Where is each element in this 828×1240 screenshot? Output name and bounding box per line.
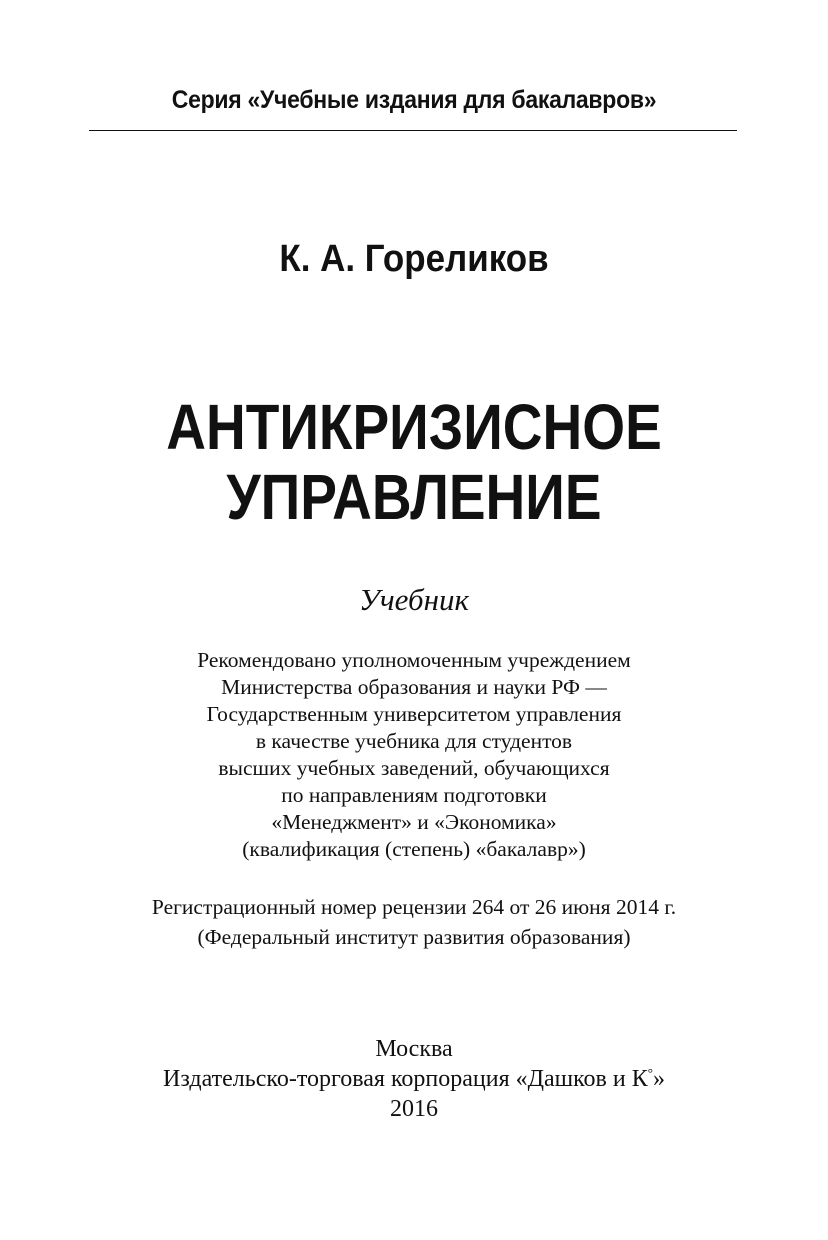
series-title: Серия «Учебные издания для бакалавров» (171, 86, 657, 114)
publisher-closing-quote: » (652, 1066, 665, 1092)
registration-line: Регистрационный номер рецензии 264 от 26 июня 2014 г. (151, 895, 677, 919)
recommendation-line: Министерства образования и науки РФ — (221, 675, 607, 699)
recommendation-line: Рекомендовано уполномоченным учреждением (197, 648, 631, 672)
publisher-degree-mark: ° (647, 1065, 653, 1080)
recommendation-line: Государственным университетом управления (206, 702, 622, 726)
book-type: Учебник (359, 582, 469, 617)
publisher-name: Издательско-торговая корпорация «Дашков и К (163, 1066, 648, 1092)
imprint-city: Москва (375, 1036, 453, 1062)
imprint-year: 2016 (390, 1096, 438, 1122)
book-title (58, 392, 770, 532)
imprint-publisher (0, 1064, 828, 1094)
registration-block (0, 892, 828, 952)
book-title-line-1: АНТИКРИЗИСНОЕ (166, 391, 662, 463)
recommendation-block (0, 647, 828, 863)
recommendation-line: (квалификация (степень) «бакалавр») (242, 837, 586, 861)
recommendation-line: «Менеджмент» и «Экономика» (271, 810, 557, 834)
recommendation-line: высших учебных заведений, обучающихся (218, 756, 610, 780)
header-divider (89, 130, 737, 131)
recommendation-line: по направлениям подготовки (281, 783, 547, 807)
author-name: К. А. Гореликов (279, 238, 549, 280)
imprint-block (0, 1034, 828, 1124)
registration-line: (Федеральный институт развития образования) (197, 925, 631, 949)
book-title-line-2: УПРАВЛЕНИЕ (226, 461, 602, 533)
recommendation-line: в качестве учебника для студентов (255, 729, 573, 753)
